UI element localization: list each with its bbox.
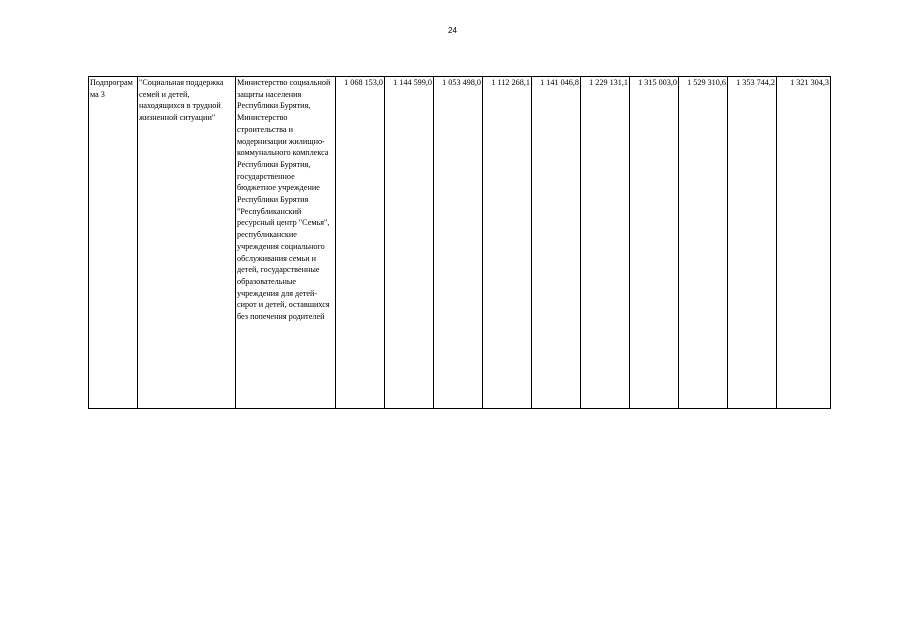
- value-cell-5: 1 141 046,8: [532, 77, 581, 409]
- value-cell-4: 1 112 268,1: [483, 77, 532, 409]
- value-cell-3: 1 053 498,0: [434, 77, 483, 409]
- page-number: 24: [448, 26, 457, 35]
- subprogram-name-cell: "Социальная поддержка семей и детей, находящихся в трудной жизненной ситуации": [138, 77, 236, 409]
- value-cell-10: 1 321 304,3: [777, 77, 831, 409]
- value-cell-9: 1 353 744,2: [728, 77, 777, 409]
- value-cell-7: 1 315 003,0: [630, 77, 679, 409]
- executors-cell: Министерство социальной защиты населения Республики Бурятия, Министерство строительства и модернизации жилищно-коммунального комплекса Республики Бурятия, государственное бюджетное учреждение Республики Бурятия "Республиканский ресурсный центр "Семья", республиканские учреждения социального обслуживания семьи и детей, государственные образовательные учреждения для детей-сирот и детей, оставшихся без попечения родителей: [236, 77, 336, 409]
- budget-table: [88, 76, 831, 409]
- value-cell-1: 1 068 153,0: [336, 77, 385, 409]
- value-cell-2: 1 144 599,0: [385, 77, 434, 409]
- value-cell-8: 1 529 310,6: [679, 77, 728, 409]
- table-row: [89, 77, 831, 409]
- value-cell-6: 1 229 131,1: [581, 77, 630, 409]
- subprogram-label-cell: Подпрограмма 3: [89, 77, 138, 409]
